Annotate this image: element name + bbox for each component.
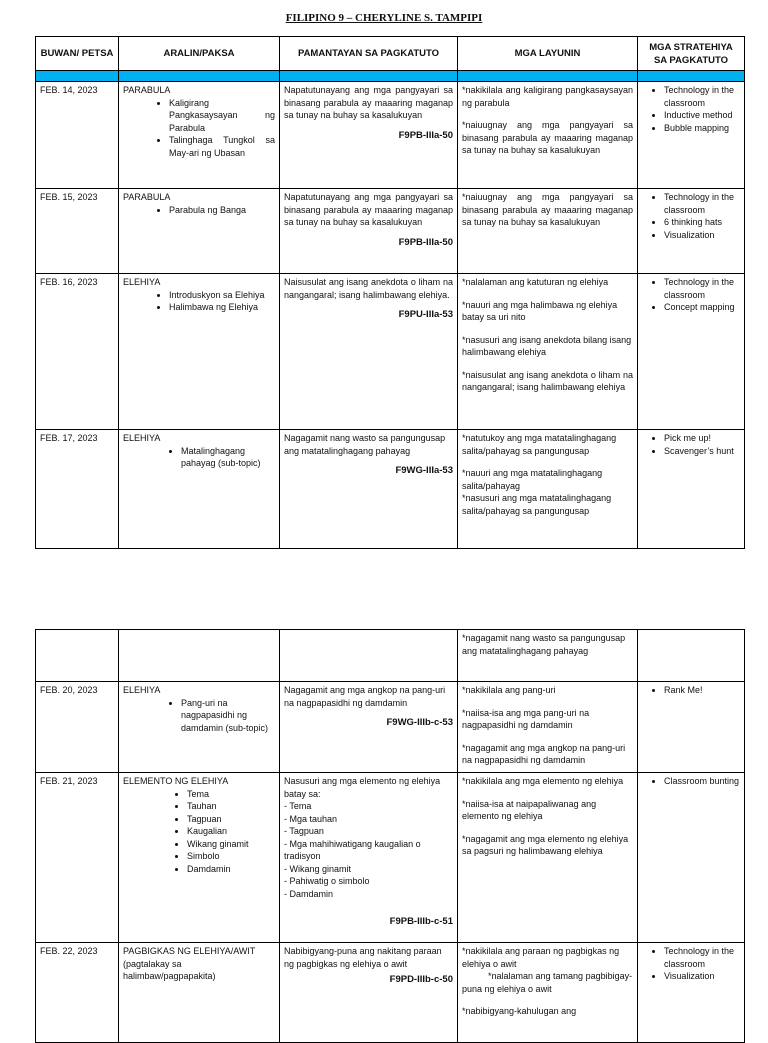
subtopic-list xyxy=(123,697,275,735)
standard-cell xyxy=(280,943,458,1043)
topic-title: PARABULA xyxy=(123,192,171,202)
strategy-list xyxy=(642,684,740,697)
strategy-item: • Visualization xyxy=(664,229,740,242)
topic-title: ELEHIYA xyxy=(123,277,161,287)
strategy-list xyxy=(642,191,740,241)
standard-cell xyxy=(280,430,458,549)
subtopic-item: • Kaugalian xyxy=(187,825,275,838)
topic-cell xyxy=(119,82,280,189)
strategy-item: • Classroom bunting xyxy=(664,775,740,788)
topic-cell xyxy=(119,773,280,943)
subtopic-item: • Damdamin xyxy=(187,863,275,876)
subtopic-item: • Tagpuan xyxy=(187,813,275,826)
subtopic-item: • Matalinghagang pahayag (sub-topic) xyxy=(181,445,275,470)
standard-text: Nabibigyang-puna ang nakitang paraan ng pagbigkas ng elehiya o awit xyxy=(284,946,442,969)
header-topic: ARALIN/PAKSA xyxy=(119,37,280,71)
strategy-item: • Technology in the classroom xyxy=(664,945,740,970)
strategies-cell xyxy=(638,943,745,1043)
standard-text: Nasusuri ang mga elemento ng elehiya batay sa: xyxy=(284,776,441,799)
objective-item: *natutukoy ang mga matatalinghagang salita/pahayag sa pangungusap xyxy=(462,433,617,456)
objective-item: *naiuugnay ang mga pangyayari sa binasang parabula ay maaaring maganap sa tunay na buhay sa kasalukuyan xyxy=(462,192,633,227)
table-row xyxy=(36,682,745,773)
objective-item: *nasusuri ang isang anekdota bilang isang halimbawang elehiya xyxy=(462,334,632,357)
objective-item: *naisusulat ang isang anekdota o liham na nangangaral; isang halimbawang elehiya xyxy=(462,369,633,392)
standard-item: - Mga tauhan xyxy=(284,813,338,824)
strategies-cell xyxy=(638,773,745,943)
document-title: FILIPINO 9 – CHERYLINE S. TAMPIPI xyxy=(285,12,483,24)
strategies-cell xyxy=(638,682,745,773)
objective-item: *nabibigyang-kahulugan ang xyxy=(462,1006,577,1016)
subtopic-list xyxy=(123,289,275,314)
competency-code: F9WG-IIIa-53 xyxy=(395,465,453,476)
objectives-cell xyxy=(458,682,638,773)
subtopic-item: • Kaligirang Pangkasaysayan ng Parabula xyxy=(169,97,275,135)
topic-cell xyxy=(119,682,280,773)
topic-title: ELEHIYA xyxy=(123,433,161,443)
date-cell: FEB. 16, 2023 xyxy=(36,274,119,430)
standard-cell xyxy=(280,682,458,773)
objective-item: *naiuugnay ang mga pangyayari sa binasang parabula ay maaaring maganap sa tunay na buhay sa kasalukuyan xyxy=(462,120,633,155)
topic-title: PAGBIGKAS NG ELEHIYA/AWIT xyxy=(123,946,256,956)
date-cell: FEB. 17, 2023 xyxy=(36,430,119,549)
table-row xyxy=(36,943,745,1043)
date-cell: FEB. 22, 2023 xyxy=(36,943,119,1043)
topic-cell xyxy=(119,943,280,1043)
strategy-list xyxy=(642,432,740,457)
objective-item: *nagagamit ang mga elemento ng elehiya sa pagsuri ng halimbawang elehiya xyxy=(462,833,629,856)
table-row xyxy=(36,189,745,274)
objective-item: *nalalaman ang tamang pagbibigay-puna ng elehiya o awit xyxy=(462,971,633,994)
objectives-cell xyxy=(458,773,638,943)
date-cell: FEB. 21, 2023 xyxy=(36,773,119,943)
topic-cell xyxy=(119,274,280,430)
subtopic-item: • Halimbawa ng Elehiya xyxy=(169,301,275,314)
table-row xyxy=(36,430,745,549)
subtopic-item: • Wikang ginamit xyxy=(187,838,275,851)
header-row xyxy=(36,37,745,71)
topic-cell xyxy=(119,430,280,549)
date-cell: FEB. 14, 2023 xyxy=(36,82,119,189)
strategy-item: • Technology in the classroom xyxy=(664,191,740,216)
strategies-cell xyxy=(638,82,745,189)
strategy-item: • Pick me up! xyxy=(664,432,740,445)
competency-code: F9PD-IIIb-c-50 xyxy=(389,974,453,985)
strategy-list xyxy=(642,775,740,788)
standard-cell xyxy=(280,82,458,189)
topic-title: ELEHIYA xyxy=(123,685,161,695)
strategy-item: • Rank Me! xyxy=(664,684,740,697)
standard-item: - Damdamin xyxy=(284,888,334,899)
strategy-list xyxy=(642,276,740,314)
objective-item: *nakikilala ang kaligirang pangkasaysayan ng parabula xyxy=(462,85,633,108)
standard-item: - Mga mahihiwatigang kaugalian o tradisyon xyxy=(284,838,421,861)
objective-item: *nasusuri ang mga matatalinghagang salita/pahayag sa pangungusap xyxy=(462,493,612,516)
standard-item: - Wikang ginamit xyxy=(284,863,352,874)
strategy-item: • Bubble mapping xyxy=(664,122,740,135)
header-date: BUWAN/ PETSA xyxy=(36,37,119,71)
objectives-cell xyxy=(458,189,638,274)
competency-code: F9PB-IIIa-50 xyxy=(398,129,453,141)
subtopic-item: • Tema xyxy=(187,788,275,801)
subtopic-item: • Tauhan xyxy=(187,800,275,813)
table-row xyxy=(36,82,745,189)
standard-cell xyxy=(280,274,458,430)
objectives-cell xyxy=(458,274,638,430)
competency-code: F9WG-IIIb-c-53 xyxy=(386,717,453,728)
subtopic-list xyxy=(123,788,275,876)
objective-item: *naiisa-isa at naipapaliwanag ang elemento ng elehiya xyxy=(462,798,597,821)
table-row xyxy=(36,773,745,943)
subtopic-list xyxy=(123,445,275,470)
strategy-item: • Inductive method xyxy=(664,109,740,122)
lesson-plan-table-page-2 xyxy=(35,629,745,1043)
strategy-item: • Technology in the classroom xyxy=(664,84,740,109)
subtopic-list xyxy=(123,97,275,160)
header-standard: PAMANTAYAN SA PAGKATUTO xyxy=(280,37,458,71)
strategy-list xyxy=(642,84,740,134)
strategies-cell xyxy=(638,189,745,274)
standard-text: Napatutunayang ang mga pangyayari sa binasang parabula ay maaaring maganap sa tunay na buhay sa kasalukuyan xyxy=(284,192,453,227)
subtopic-item: • Simbolo xyxy=(187,850,275,863)
header-strategies: MGA STRATEHIYA SA PAGKATUTO xyxy=(638,37,745,71)
strategies-cell xyxy=(638,274,745,430)
objectives-cell xyxy=(458,430,638,549)
standard-cell xyxy=(280,189,458,274)
header-band xyxy=(36,71,745,82)
subtopic-list xyxy=(123,204,275,217)
standard-cell xyxy=(280,773,458,943)
competency-code: F9PB-IIIa-50 xyxy=(398,236,453,248)
subtopic-item: • Introduskyon sa Elehiya xyxy=(169,289,275,302)
objective-item: *nakikilala ang paraan ng pagbigkas ng elehiya o awit xyxy=(462,946,620,969)
objective-item: *nakikilala ang mga elemento ng elehiya xyxy=(462,776,624,786)
standard-text: Nagagamit nang wasto sa pangungusap ang matatalinghagang pahayag xyxy=(284,433,446,456)
objective-item: *nalalaman ang katuturan ng elehiya xyxy=(462,277,609,287)
strategy-item: • Technology in the classroom xyxy=(664,276,740,301)
topic-cell xyxy=(119,189,280,274)
standard-item: - Tagpuan xyxy=(284,826,324,836)
competency-code: F9PB-IIIb-c-51 xyxy=(389,916,453,927)
objectives-cell xyxy=(458,630,638,682)
subtopic-item: • Pang-uri na nagpapasidhi ng damdamin (sub-topic) xyxy=(181,697,275,735)
strategy-item: • 6 thinking hats xyxy=(664,216,740,229)
table-row xyxy=(36,274,745,430)
subtopic-item: • Parabula ng Banga xyxy=(169,204,275,217)
date-cell: FEB. 20, 2023 xyxy=(36,682,119,773)
standard-text: Naisusulat ang isang anekdota o liham na nangangaral; isang halimbawang elehiya. xyxy=(284,277,453,300)
standard-item: - Tema xyxy=(284,801,312,811)
strategy-list xyxy=(642,945,740,983)
date-cell: FEB. 15, 2023 xyxy=(36,189,119,274)
competency-code: F9PU-IIIa-53 xyxy=(398,309,453,320)
standard-text: Napatutunayang ang mga pangyayari sa binasang parabula ay maaaring maganap sa tunay na buhay sa kasalukuyan xyxy=(284,85,453,120)
objective-item: *nauuri ang mga halimbawa ng elehiya batay sa uri nito xyxy=(462,299,618,322)
objective-item: *nagagamit nang wasto sa pangungusap ang matatalinghagang pahayag xyxy=(462,633,626,656)
objectives-cell xyxy=(458,943,638,1043)
topic-title: PARABULA xyxy=(123,85,171,95)
strategies-cell xyxy=(638,430,745,549)
topic-note: (pagtalakay sa halimbaw/pagpapakita) xyxy=(123,958,216,981)
subtopic-item: • Talinghaga Tungkol sa May-ari ng Ubasan xyxy=(169,134,275,159)
standard-text: Nagagamit ang mga angkop na pang-uri na nagpapasidhi ng damdamin xyxy=(284,685,446,708)
header-objectives: MGA LAYUNIN xyxy=(458,37,638,71)
topic-title: ELEMENTO NG ELEHIYA xyxy=(123,776,229,786)
lesson-plan-table-page-1 xyxy=(35,36,745,549)
objectives-cell xyxy=(458,82,638,189)
objective-item: *naiisa-isa ang mga pang-uri na nagpapasidhi ng damdamin xyxy=(462,707,590,730)
strategy-item: • Scavenger’s hunt xyxy=(664,445,740,458)
strategy-item: • Concept mapping xyxy=(664,301,740,314)
objective-item: *nagagamit ang mga angkop na pang-uri na nagpapasidhi ng damdamin xyxy=(462,742,626,765)
objective-item: *nauuri ang mga matatalinghagang salita/pahayag xyxy=(462,468,603,491)
standard-item: - Pahiwatig o simbolo xyxy=(284,876,370,886)
table-row-continued xyxy=(36,630,745,682)
objective-item: *nakikilala ang pang-uri xyxy=(462,685,556,695)
strategy-item: • Visualization xyxy=(664,970,740,983)
